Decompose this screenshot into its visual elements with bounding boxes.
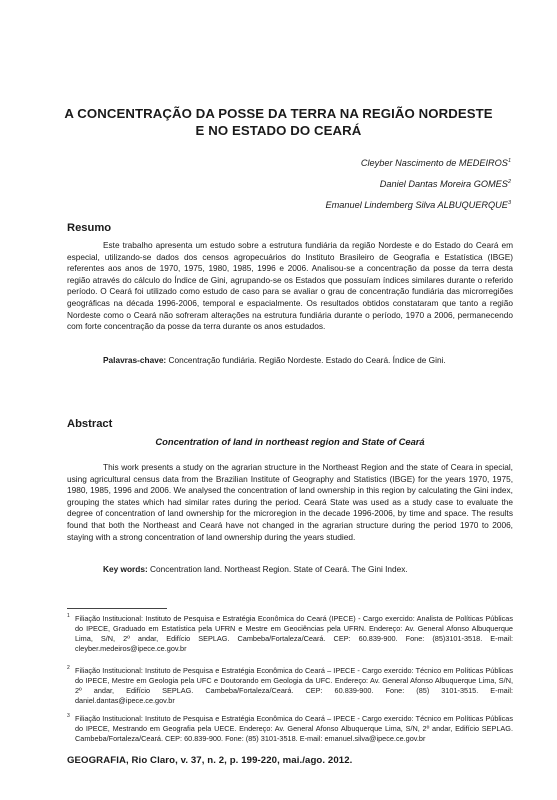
- footnote-1: 1 Filiação Institucional: Instituto de Pesquisa e Estratégia Econômica do Ceará (IPECE) - Cargo exercido: Analista de Políticas Públicas do IPECE, Graduado em Estatística pela UFRN e Mestre em Geociências pela UFRN. Endereço: Av. General Afonso Albuquerque Lima, S/N, 2º andar, Edifício SEPLAG. Cambeba/Fortaleza/Ceará. CEP: 60.839-900. Fone: (85)3101-3518. E-mail: cleyber.medeiros@ipece.ce.gov.br: [67, 613, 513, 653]
- paper-title: [40, 105, 517, 139]
- title-line-2: E NO ESTADO DO CEARÁ: [195, 123, 362, 138]
- footnote-2: 2 Filiação Institucional: Instituto de Pesquisa e Estratégia Econômica do Ceará – IPECE - Cargo exercido: Técnico em Políticas Públicas do IPECE, Mestre em Geologia pela UFC e Doutorando em Geologia da UFC. Endereço: Av. General Afonso Albuquerque Lima, S/N, 2º andar, Edifício SEPLAG. Cambeba/Fortaleza/Ceará. CEP: 60.839-900. Fone: (85) 3101-3515. E-mail: daniel.dantas@ipece.ce.gov.br: [67, 665, 513, 705]
- abstract-keywords: [67, 564, 513, 576]
- resumo-keywords-label: Palavras-chave:: [103, 355, 167, 365]
- footnote-divider: [67, 608, 167, 609]
- author-2: Daniel Dantas Moreira GOMES$^2$: [379, 179, 511, 189]
- resumo-heading: Resumo: [67, 222, 112, 234]
- author-1: Cleyber Nascimento de MEDEIROS$^1$: [360, 158, 511, 168]
- footnote-3: 3 Filiação Institucional: Instituto de Pesquisa e Estratégia Econômica do Ceará – IPECE - Cargo exercido: Técnico em Políticas Públicas do IPECE, Mestrando em Geografia pela UECE. Endereço: Av. General Afonso Albuquerque Lima, S/N, 2º andar, Edifício SEPLAG. Cambeba/Fortaleza/Ceará. CEP: 60.839-900. Fone: (85) 3101-3518. E-mail: emanuel.silva@ipece.ce.gov.br: [67, 713, 513, 743]
- author-list: [325, 152, 511, 215]
- abstract-heading: Abstract: [67, 418, 113, 430]
- author-3: Emanuel Lindemberg Silva ALBUQUERQUE$^3$: [325, 200, 511, 210]
- abstract-keywords-label: Key words:: [103, 564, 148, 574]
- resumo-body: Este trabalho apresenta um estudo sobre a estrutura fundiária da região Nordeste e do Estado do Ceará em especial, utilizando-se dados dos censos agropecuários do Instituto Brasileiro de Geografia e Estatística (IBGE) referentes aos anos de 1970, 1975, 1980, 1985, 1996 e 2006. Analisou-se a concentração da posse da terra desta região através do cálculo do Índice de Gini, agrupando-se os Estados que possuíam índices similares durante o referido período. O Ceará foi utilizado como estudo de caso para se avaliar o grau de concentração fundiária das microrregiões geográficas na década 1996-2006, temporal e espacialmente. Os resultados obtidos constataram que tanto a região Nordeste como o Ceará não sofreram alterações na estrutura fundiária durante o período, 1970 a 2006, permanecendo com forte concentração da posse da terra durante os anos estudados.: [67, 240, 513, 332]
- journal-footer: GEOGRAFIA, Rio Claro, v. 37, n. 2, p. 199-220, mai./ago. 2012.: [67, 755, 353, 766]
- abstract-keywords-text: Concentration land. Northeast Region. State of Ceará. The Gini Index.: [150, 564, 408, 574]
- abstract-body: This work presents a study on the agrarian structure in the Northeast Region and the state of Ceara in special, using agricultural census data from the Brazilian Institute of Geography and Statistics (IBGE) for the years 1970, 1975, 1980, 1985, 1996 and 2006. We analysed the concentration of land ownership in this region by calculating the Gini index, grouping the states which had similar rates during the period. Ceará State was used as a study case to evaluate the degree of concentration of land ownership for the microregion in the decade 1996-2006, by time and space. The results found that both the Northeast and Ceará have not changed in the agrarian structure during the period 1970 to 2006, staying with a strong concentration of land ownership during the years studied.: [67, 462, 513, 542]
- abstract-subtitle: Concentration of land in northeast region and State of Ceará: [155, 436, 425, 447]
- resumo-keywords-text: Concentração fundiária. Região Nordeste. Estado do Ceará. Índice de Gini.: [168, 355, 446, 365]
- resumo-keywords: [67, 355, 513, 367]
- title-line-1: A CONCENTRAÇÃO DA POSSE DA TERRA NA REGIÃO NORDESTE: [64, 106, 493, 121]
